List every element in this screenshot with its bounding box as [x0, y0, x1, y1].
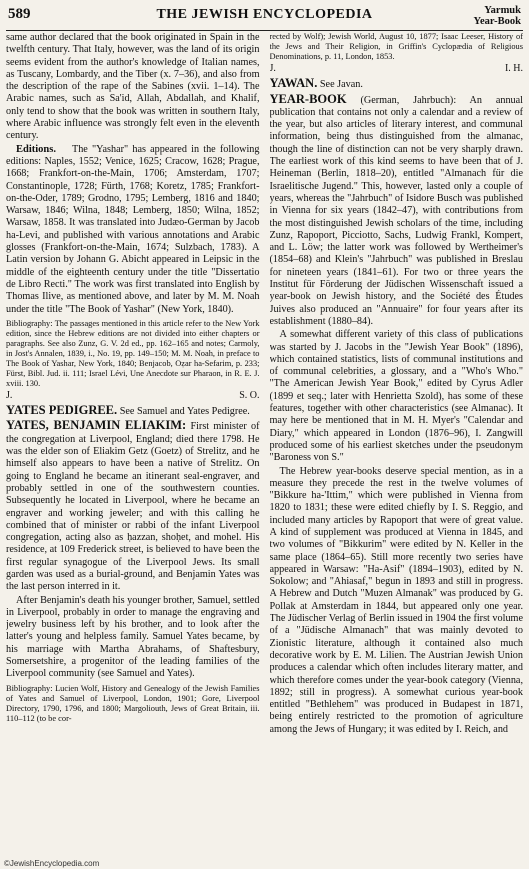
yates-bibliography-continued: rected by Wolf); Jewish World, August 10, 1877; Isaac Leeser, History of the Jews and Their Religion, in Griffin's Cyclopædia of Religious Denominations, p. 11, London, 1853. [269, 32, 523, 61]
entry-heading: YATES, BENJAMIN ELIAKIM: [6, 418, 187, 433]
yashar-origin-paragraph: same author declared that the book originated in Spain in the twelfth century. That Italy, however, was the land of its origin seems evident from the author's knowledge of Italian names, as Tuscany, Lombardy, and the Tiber (x. 7–36), and also from the description of the rape of the Sabines (xvii. 1–14). The Arabic names, such as Sa'id, Allah, Abdallah, and Khalif, only tend to show that the book was written in southern Italy, where Arabic influence was strongly felt even in the eleventh century. [6, 32, 260, 142]
running-head-range [474, 5, 521, 27]
entry-text: See Javan. [317, 79, 363, 91]
running-header [6, 4, 523, 31]
signature-initial: J. [269, 63, 276, 74]
yates-bibliography: Bibliography: Lucien Wolf, History and Genealogy of the Jewish Families of Yates and Samuel of Liverpool, London, 1901; Gore, Liverpool Directory, 1790, 1796, and 1800; Margoliouth, Jews of Great Britain, iii. 110–112 (to be cor- [6, 683, 260, 723]
yates-pedigree-entry [6, 404, 260, 418]
editions-sidenote: Editions. [16, 143, 56, 155]
yates-samuel-paragraph: After Benjamin's death his younger brother, Samuel, settled in Liverpool, probably in order to manage the engraving and jewelry business left by his brother, and to look after the latter's young and helpless family. Samuel Yates became, by his marriage with Martha Abrahams, of Shaftesbury, Somersetshire, a progenitor of the leading families of the Liverpool community (see Samuel and Yates). [6, 594, 260, 680]
text-columns [6, 32, 523, 855]
left-column [6, 32, 260, 855]
right-column [270, 32, 524, 855]
signature-author: S. O. [239, 389, 260, 401]
running-head-first: Yarmuk [484, 5, 521, 16]
yashar-bibliography: Bibliography: The passages mentioned in this article refer to the New York edition, since the Hebrew editions are not divided into either chapters or paragraphs. See also Zunz, G. V. 2d ed., pp. 162–165 and notes; Carmoly, in Jost's Annalen, 1839, i., No. 19, pp. 149–150; M. M. Noah, in preface to The Book of Yashar, New York, 1840; Benjacob, Oẓar ha-Sefarim, p. 233; Fürst, Bibl. Jud. ii. 111; Israel Lévi, Une Anecdote sur Pharaon, in R. E. J. xviii. 130. [6, 318, 260, 388]
page-number: 589 [8, 6, 31, 22]
yashar-editions-paragraph [6, 144, 260, 316]
entry-text: First minister of the congregation at Liverpool, England; died there 1798. He was the elder son of Eliakim Getz (Goetz) of Strelitz, and he himself also appears to have been a native of Strelitz. On going to England he became an itinerant seal-engraver, and probably settled in one of the southwestern counties. Subsequently he located in Liverpool, where he became an engraver and working jeweler; and with this calling he combined that of minister or rabbi of the infant Liverpool congregation, acting also as ḥazzan, shoḥet, and mohel. His residence, at 109 Frederick street, is believed to have been the first regular synagogue of the Liverpool Jews. Its small garden was used as a burial-ground, and Benjamin Yates was the last person interred in it. [6, 421, 260, 593]
entry-heading: YAWAN. [269, 76, 318, 91]
yates-benjamin-entry [6, 419, 260, 593]
hebrew-year-books-paragraph: The Hebrew year-books deserve special mention, as in a measure they precede the rest in the twelve volumes of "Bikkure ha-'Ittim," which were published in Vienna from 1820 to 1831; these were edited chiefly by I. S. Reggio, and included many articles by Rapoport that were of great value. A kind of supplement was produced at Vienna in 1845, and two volumes of "Bikkurim" were edited by N. Keller in the same place (1864–65). Still more recently two series have appeared in Warsaw: "Ha-Asif" (1894–1903), edited by N. Sokolow; and "Ahiasaf," begun in 1893 and still in progress. A Hebrew and Dutch "Muzen Almanak" was produced by G. Pollak at Amsterdam in 1844, but appeared only one year. The Jüdischer Verlag of Berlin issued in 1904 the first volume of a "Jüdische Almanach" that was mainly devoted to Zionistic literature, although it contained also much decorative work by E. M. Lilien. The Austrian Jewish Union produces a calendar which often includes literary matter, and which therefore comes under the year-book category (Vienna, 1892; still in progress). A somewhat curious year-book entitled "Bethlehem" was produced in Budapest in 1871, being entirely restricted to the promotion of agriculture among the Jews of Hungary; it was edited by I. Reich, and [269, 465, 523, 735]
entry-text: See Samuel and Yates Pedigree. [117, 406, 250, 418]
entry-text: (German, Jahrbuch): An annual publication that contains not only a calendar and a review of the year, but also articles of literary interest, and communal information, being thus distinguished from the almanac, though the line of distinction can not be very sharply drawn. The earliest work of this kind seems to have been that of J. Heineman (Berlin, 1818–20), entitled "Almanach für die Israelitische Jugend." This, however, lasted only a couple of years, whereas the "Jahrbuch" of Isidore Busch was published in Vienna for six years (1842–47), with contributions from the most distinguished Jewish scholars of the time, including Zunz, Rapoport, Picciotto, Sachs, Ludwig Frankl, Kompert, and L. Löw; the latter work was followed by Wertheimer's (1854–68) and Klein's "Jahrbuch" was published in Breslau for nineteen years (1841–61). For two or three years the Institut für Förderung der Jüdischen Wissenschaft issued a year-book on Jewish history, and the Société des Études Juives also produced an "Annuaire" for four years after its establishment (1880–84). [269, 94, 523, 327]
publication-title: THE JEWISH ENCYCLOPEDIA [156, 7, 373, 22]
yawan-entry [270, 77, 524, 91]
year-book-varieties-paragraph: A somewhat different variety of this class of publications was started by J. Jacobs in the "Jewish Year Book" (1896), which contained statistics, lists of communal institutions and of communal celebrities, a glossary, and a "Who's Who." "The American Jewish Year Book," edited by Cyrus Adler (1899 et seq.; later with Henrietta Szold), has some of these features, together with other characteristics (see Almanac). It may here be mentioned that in M. H. Myer's "Calendar and Diary," which appeared in London (1876–96), I. Zangwill produced some of his earliest sketches under the pseudonym "Baroness von S." [269, 329, 523, 464]
signature-yashar [6, 390, 260, 402]
entry-heading: YEAR-BOOK [269, 91, 347, 106]
running-head-last: Year-Book [473, 16, 521, 27]
editions-text: The "Yashar" has appeared in the following editions: Naples, 1552; Venice, 1625; Cracow, 1628; Prague, 1668; Frankfort-on-the-Main, 1706; Amsterdam, 1707; Constantinople, 1728; Fürth, 1768; Koretz, 1785; Frankfort-on-the-Oder, 1789; Grodno, 1795; Lemberg, 1816 and 1840; Warsaw, 1846; Wilna, 1848; Lemberg, 1850; Wilna, 1852; Warsaw, 1858. It was translated into Judæo-German by Jacob ha-Levi, and published with various annotations and Arabic glosses (Frankfort-on-the-Main, 1674; Sulzbach, 1783). A Latin version by Johann G. Abicht appeared in Leipsic in the middle of the eighteenth century under the title "Dissertatio de Libro Recti." The work was first translated into English by Thomas Ilive, as mentioned above, and later by M. M. Noah under the title "The Book of Yashar" (New York, 1840). [6, 143, 260, 315]
year-book-entry [270, 93, 524, 329]
entry-heading: YATES PEDIGREE. [6, 403, 118, 418]
signature-author: I. H. [504, 63, 523, 74]
signature-initial: J. [6, 389, 13, 401]
watermark: ©JewishEncyclopedia.com [4, 859, 100, 868]
signature-yates [270, 63, 524, 75]
